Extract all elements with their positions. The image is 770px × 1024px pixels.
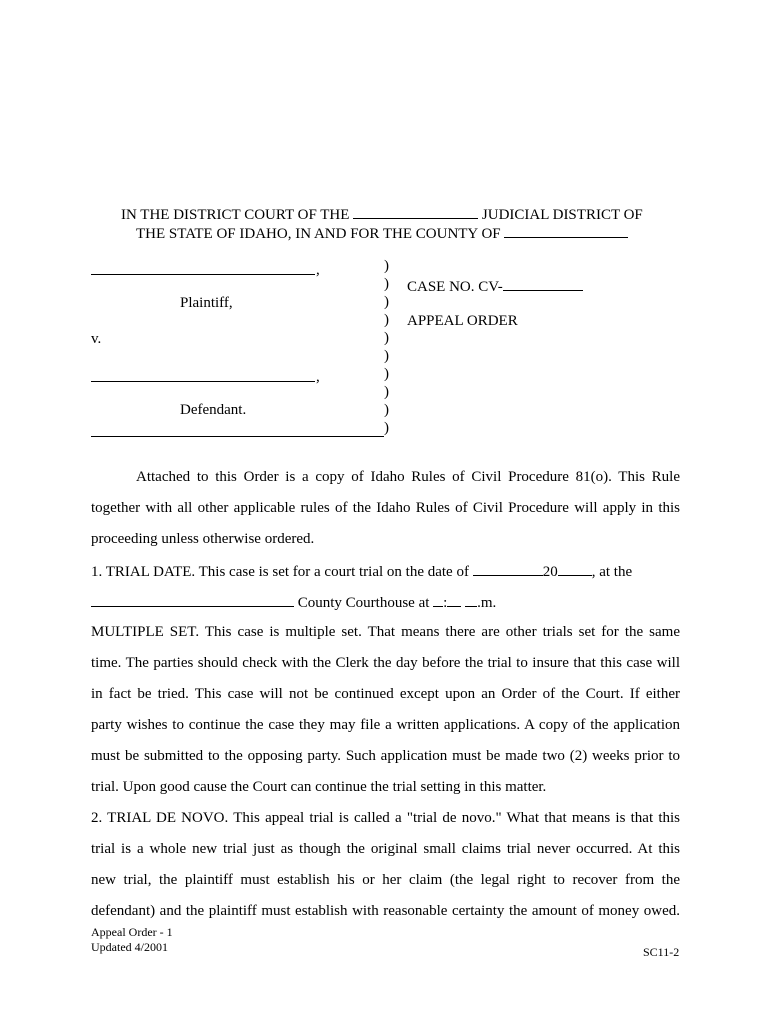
header-line1-end: JUDICIAL DISTRICT OF bbox=[481, 207, 643, 223]
caption-paren: ) bbox=[384, 348, 389, 364]
trial-de-novo-line-3: new trial, the plaintiff must establish his or her claim (the legal right to recover from the bbox=[91, 872, 680, 888]
intro-line-2: together with all other applicable rules of the Idaho Rules of Civil Procedure will apply in this bbox=[91, 500, 680, 516]
intro-line-3: proceeding unless otherwise ordered. bbox=[91, 531, 315, 547]
courthouse-line bbox=[91, 593, 496, 612]
multiple-set-line-5: must be submitted to the opposing party. Such application must be made two (2) weeks prior to bbox=[91, 748, 680, 764]
footer-page-label: Appeal Order - 1 bbox=[91, 925, 173, 939]
judicial-district-blank[interactable] bbox=[353, 205, 478, 219]
multiple-set-line-2: time. The parties should check with the Clerk the day before the trial to insure that this case will bbox=[91, 655, 680, 671]
header-line1-start: IN THE DISTRICT COURT OF THE bbox=[121, 207, 350, 223]
trial-date-blank[interactable] bbox=[473, 562, 543, 576]
case-number-label: CASE NO. CV- bbox=[407, 279, 503, 295]
caption-paren: ) bbox=[384, 420, 389, 436]
trial-de-novo-line-1: 2. TRIAL DE NOVO. This appeal trial is called a "trial de novo." What that means is that this bbox=[91, 810, 680, 826]
courthouse-county-blank[interactable] bbox=[91, 593, 294, 607]
footer-updated: Updated 4/2001 bbox=[91, 940, 168, 954]
document-title: APPEAL ORDER bbox=[407, 313, 518, 329]
versus-label: v. bbox=[91, 331, 102, 347]
case-number bbox=[407, 277, 583, 296]
defendant-name-line[interactable] bbox=[91, 381, 315, 382]
time-colon: : bbox=[443, 595, 448, 611]
multiple-set-line-4: party wishes to continue the case they may file a written applications. A copy of the application bbox=[91, 717, 680, 733]
defendant-label: Defendant. bbox=[180, 402, 247, 418]
multiple-set-line-6: trial. Upon good cause the Court can continue the trial setting in this matter. bbox=[91, 779, 547, 795]
header-line2-text: THE STATE OF IDAHO, IN AND FOR THE COUNTY OF bbox=[136, 226, 501, 242]
minute-blank[interactable] bbox=[447, 593, 461, 607]
plaintiff-comma: , bbox=[316, 262, 320, 278]
caption-paren: ) bbox=[384, 402, 389, 418]
ampm-blank[interactable] bbox=[465, 593, 477, 607]
intro-line-1: Attached to this Order is a copy of Idaho Rules of Civil Procedure 81(o). This Rule bbox=[136, 469, 680, 485]
footer-form-code: SC11-2 bbox=[643, 945, 680, 959]
court-header-line2 bbox=[136, 224, 628, 243]
trial-date-text: 1. TRIAL DATE. This case is set for a court trial on the date of bbox=[91, 564, 469, 580]
county-blank[interactable] bbox=[504, 224, 628, 238]
caption-paren: ) bbox=[384, 330, 389, 346]
trial-de-novo-line-2: trial is a whole new trial just as though the original small claims trial never occurred. At this bbox=[91, 841, 680, 857]
trial-date-end: , at the bbox=[591, 564, 633, 580]
hour-blank[interactable] bbox=[433, 593, 443, 607]
case-number-blank[interactable] bbox=[503, 277, 583, 291]
defendant-comma: , bbox=[316, 369, 320, 385]
caption-paren: ) bbox=[384, 312, 389, 328]
trial-year-prefix: 20 bbox=[542, 564, 558, 580]
time-suffix: .m. bbox=[477, 595, 497, 611]
courthouse-text: County Courthouse at bbox=[297, 595, 430, 611]
caption-paren: ) bbox=[384, 258, 389, 274]
caption-paren: ) bbox=[384, 276, 389, 292]
caption-paren: ) bbox=[384, 384, 389, 400]
trial-date-line bbox=[91, 562, 632, 581]
multiple-set-line-1: MULTIPLE SET. This case is multiple set. That means there are other trials set for the same bbox=[91, 624, 680, 640]
trial-de-novo-line-4: defendant) and the plaintiff must establish with reasonable certainty the amount of money owed. bbox=[91, 903, 680, 919]
caption-bottom-line bbox=[91, 436, 384, 437]
plaintiff-label: Plaintiff, bbox=[180, 295, 233, 311]
caption-paren: ) bbox=[384, 294, 389, 310]
caption-paren: ) bbox=[384, 366, 389, 382]
multiple-set-line-3: in fact be tried. This case will not be continued except upon an Order of the Court. If either bbox=[91, 686, 680, 702]
court-header-line1 bbox=[121, 205, 643, 224]
plaintiff-name-line[interactable] bbox=[91, 274, 315, 275]
trial-year-blank[interactable] bbox=[558, 562, 592, 576]
